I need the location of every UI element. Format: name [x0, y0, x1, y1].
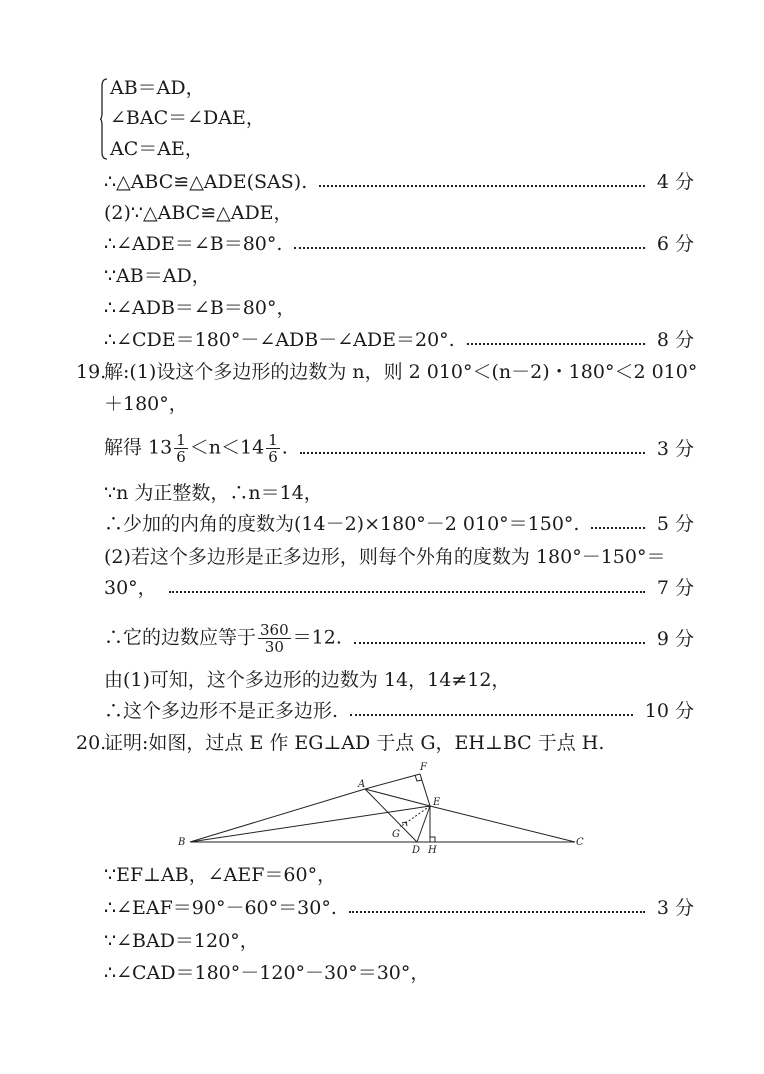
segment-af: [365, 774, 420, 789]
solution-line-angle: ∴少加的内角的度数为(14－2)×180°－2 010°＝150°. 5 分: [104, 513, 694, 535]
solution-line-conclusion: ∴这个多边形不是正多边形. 10 分: [104, 700, 694, 722]
solution-line-sides: ∴它的边数应等于 $\frac{360}{30}$ ＝12. 9 分: [104, 621, 694, 656]
leader-dots: [349, 911, 645, 913]
system-brace: [100, 78, 108, 160]
system-line-3: AC＝AE，: [110, 138, 204, 160]
solution-line: 由(1)可知，这个多边形的边数为 14，14≠12，: [104, 669, 511, 691]
leader-dots: [354, 642, 645, 644]
segment-fe: [420, 774, 430, 806]
fraction: $\frac{1}{6}$: [268, 431, 278, 466]
geometry-figure: [170, 760, 590, 860]
solution-line: (2)若这个多边形是正多边形，则每个外角的度数为 180°－150°＝: [104, 546, 666, 568]
label-g: G: [392, 829, 400, 840]
segment-ae: [365, 789, 430, 806]
proof-line: ∵AB＝AD，: [104, 265, 211, 287]
proof-line: ∵∠BAD＝120°，: [104, 930, 259, 952]
proof-line-ade: ∴∠ADE＝∠B＝80°. 6 分: [104, 233, 694, 255]
score: 10 分: [644, 700, 694, 722]
label-f: F: [420, 762, 427, 773]
leader-dots: [467, 343, 645, 345]
score: 3 分: [656, 897, 694, 919]
solution-line: 解:(1)设这个多边形的边数为 n，则 2 010°＜(n－2)・180°＜2 010°: [104, 361, 698, 383]
leader-dots: [591, 527, 644, 529]
right-angle-h: [430, 837, 435, 842]
label-c: C: [576, 837, 584, 848]
system-line-2: ∠BAC＝∠DAE，: [110, 107, 265, 129]
score: 4 分: [656, 171, 694, 193]
proof-line: ∴∠ADB＝∠B＝80°，: [104, 297, 296, 319]
proof-line-sas: ∴△ABC≌△ADE(SAS). 4 分: [104, 171, 694, 193]
proof-line: 证明:如图，过点 E 作 EG⊥AD 于点 G，EH⊥BC 于点 H.: [104, 732, 605, 754]
leader-dots: [319, 185, 645, 187]
score: 7 分: [656, 577, 694, 599]
proof-line-eaf: ∴∠EAF＝90°－60°＝30°. 3 分: [104, 897, 694, 919]
fraction: $\frac{1}{6}$: [176, 431, 186, 466]
system-line-1: AB＝AD，: [110, 77, 205, 99]
question-number-19: 19.: [76, 361, 107, 383]
segment-ad: [365, 789, 417, 842]
proof-line-cde: ∴∠CDE＝180°－∠ADB－∠ADE＝20°. 8 分: [104, 329, 694, 351]
solution-line-exterior: 30°， 7 分: [104, 577, 694, 599]
solution-line: ∵n 为正整数，∴n＝14，: [104, 482, 323, 504]
leader-dots: [350, 714, 633, 716]
solution-line: ＋180°，: [104, 393, 188, 415]
segment-de: [417, 806, 430, 842]
label-a: A: [358, 779, 366, 790]
leader-dots: [294, 247, 644, 249]
proof-line: ∵EF⊥AB，∠AEF＝60°，: [104, 864, 337, 886]
leader-dots: [300, 452, 645, 454]
solution-line-range: 解得 13 $\frac{1}{6}$ ＜n＜14 $\frac{1}{6}$ . 3 分: [104, 431, 694, 466]
label-e: E: [433, 797, 441, 808]
label-b: B: [178, 837, 186, 848]
proof-line: (2)∵△ABC≌△ADE，: [104, 202, 293, 224]
score: 5 分: [656, 513, 694, 535]
score: 9 分: [656, 627, 694, 650]
score: 6 分: [656, 233, 694, 255]
fraction: $\frac{360}{30}$: [260, 621, 289, 656]
question-number-20: 20.: [76, 732, 107, 754]
segment-ba: [190, 789, 365, 842]
segment-eg: [400, 806, 430, 827]
score: 3 分: [656, 437, 694, 460]
label-h: H: [428, 845, 437, 856]
proof-line: ∴∠CAD＝180°－120°－30°＝30°，: [104, 962, 430, 984]
label-d: D: [412, 845, 421, 856]
score: 8 分: [656, 329, 694, 351]
leader-dots: [169, 591, 645, 593]
segment-ec: [430, 806, 575, 842]
